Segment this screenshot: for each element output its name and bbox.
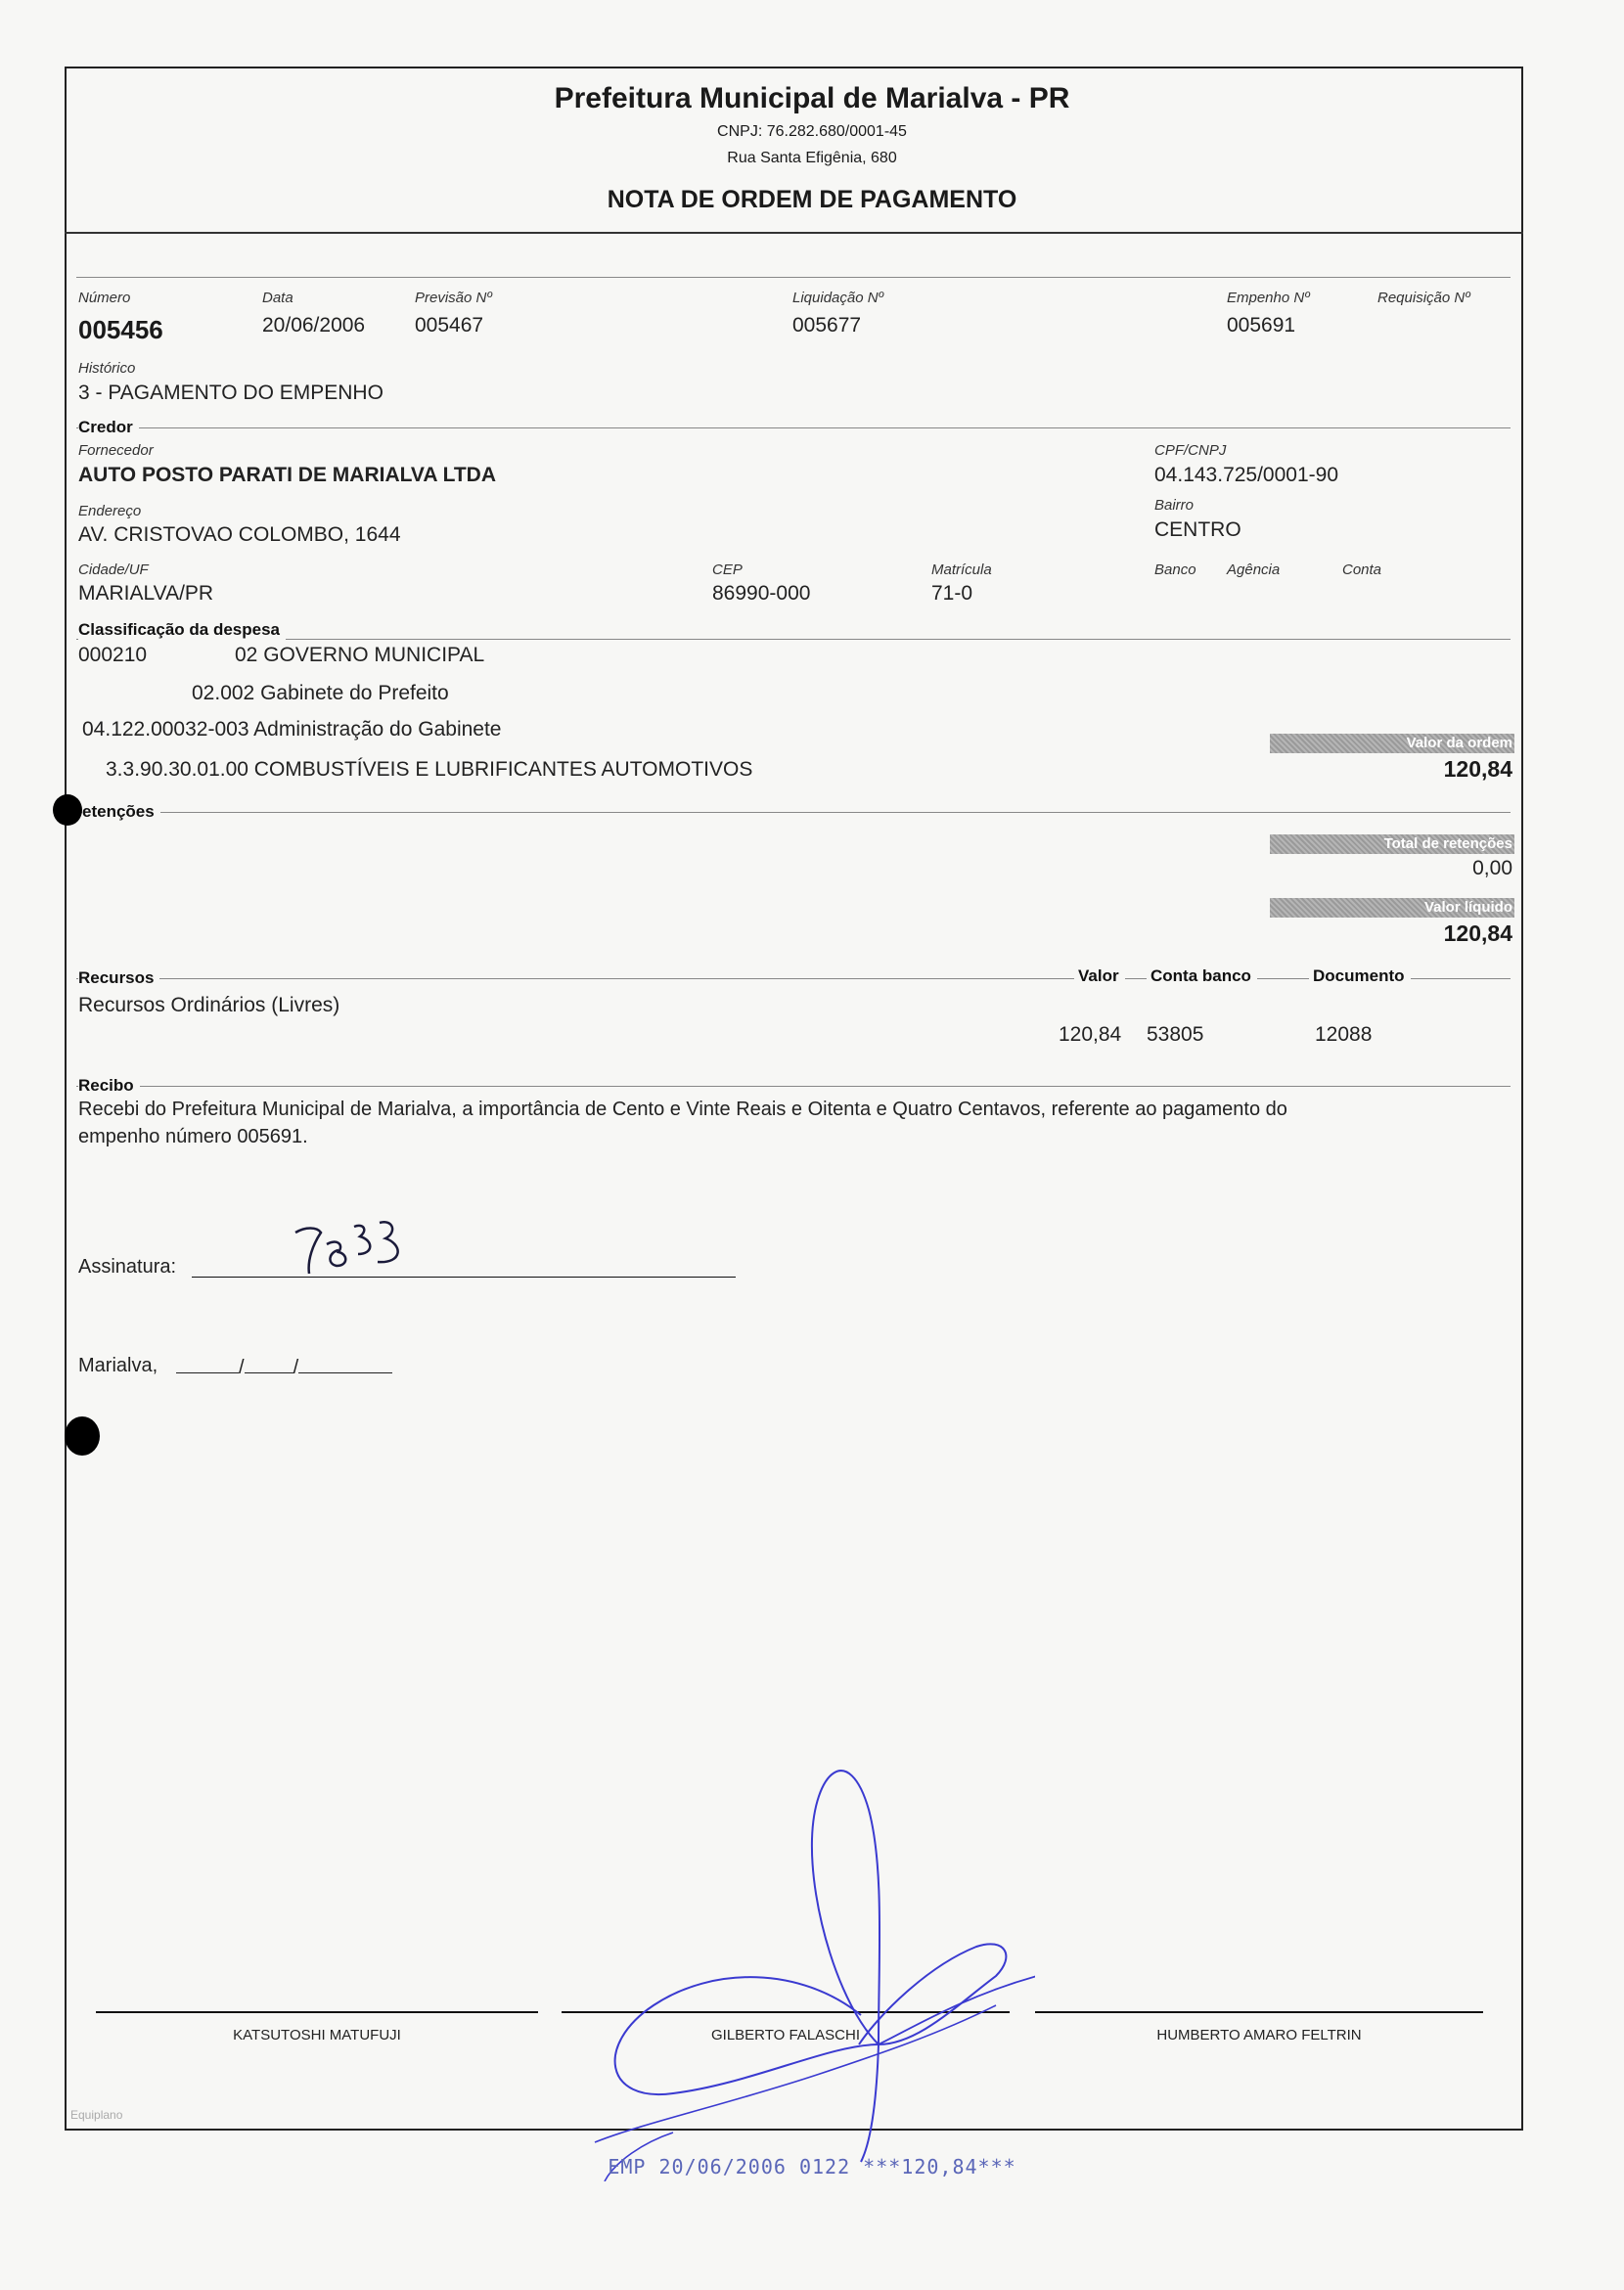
mechanical-stamp: EMP 20/06/2006 0122 ***120,84*** [608,2155,1016,2178]
orgao-value: 02 GOVERNO MUNICIPAL [235,644,485,666]
matricula-value: 71-0 [931,582,973,605]
numero-label: Número [78,290,131,306]
signature-name-2: GILBERTO FALASCHI [711,2027,860,2043]
cpf-label: CPF/CNPJ [1154,442,1227,459]
data-label: Data [262,290,293,306]
empenho-label: Empenho Nº [1227,290,1310,306]
recursos-valor-label: Valor [1074,966,1125,986]
header-address: Rua Santa Efigênia, 680 [727,150,897,166]
total-retencoes-bar [1270,834,1514,854]
assinatura-line [192,1277,736,1278]
valor-liquido-label: Valor líquido [1423,899,1512,916]
recursos-documento: 12088 [1315,1023,1373,1046]
bairro-label: Bairro [1154,497,1195,514]
cpf-value: 04.143.725/0001-90 [1154,464,1339,486]
page-title: Prefeitura Municipal de Marialva - PR [554,82,1070,114]
classificacao-section: Classificação da despesa [78,620,286,640]
cidade-label: Cidade/UF [78,561,149,578]
handwritten-signature [585,1751,1035,2181]
unidade-value: 02.002 Gabinete do Prefeito [192,682,449,704]
valor-liquido-bar [1270,898,1514,918]
punch-hole-mark-2 [65,1416,100,1456]
endereco-value: AV. CRISTOVAO COLOMBO, 1644 [78,523,401,546]
elemento-value: 3.3.90.30.01.00 COMBUSTÍVEIS E LUBRIFICANTES AUTOMOTIVOS [106,758,753,781]
cep-value: 86990-000 [712,582,811,605]
recibo-section: Recibo [78,1076,140,1096]
valor-ordem-value: 120,84 [1443,756,1512,782]
bairro-value: CENTRO [1154,518,1241,541]
total-retencoes-value: 0,00 [1472,857,1512,879]
matricula-label: Matrícula [931,561,992,578]
previsao-value: 005467 [415,314,484,337]
header-cnpj: CNPJ: 76.282.680/0001-45 [717,123,907,140]
recursos-section: Recursos [78,968,159,988]
previsao-label: Previsão Nº [415,290,492,306]
endereco-label: Endereço [78,503,142,519]
agencia-label: Agência [1227,561,1281,578]
liquidacao-value: 005677 [792,314,862,337]
historico-value: 3 - PAGAMENTO DO EMPENHO [78,382,383,404]
total-retencoes-label: Total de retenções [1383,835,1512,852]
data-value: 20/06/2006 [262,314,366,337]
empenho-value: 005691 [1227,314,1296,337]
signature-line-1 [96,2011,538,2013]
credor-section: Credor [78,418,139,437]
recursos-documento-label: Documento [1309,966,1411,986]
document-title: NOTA DE ORDEM DE PAGAMENTO [607,186,1017,213]
programa-value: 04.122.00032-003 Administração do Gabinete [82,718,502,741]
signature-name-1: KATSUTOSHI MATUFUJI [233,2027,401,2043]
brand-footer: Equiplano [70,2108,123,2122]
valor-liquido-value: 120,84 [1443,920,1512,946]
requisicao-label: Requisição Nº [1377,290,1470,306]
numero-value: 005456 [78,315,163,344]
fornecedor-value: AUTO POSTO PARATI DE MARIALVA LTDA [78,464,496,486]
recursos-conta: 53805 [1147,1023,1204,1046]
fornecedor-label: Fornecedor [78,442,154,459]
recursos-descricao: Recursos Ordinários (Livres) [78,994,340,1016]
classificacao-code: 000210 [78,644,148,666]
recursos-valor: 120,84 [1059,1023,1122,1046]
punch-hole-mark [53,794,82,826]
recibo-text-line1: Recebi do Prefeitura Municipal de Marialva, a importância de Cento e Vinte Reais e Oitenta e Quatro Centavos, referente ao pagamento do [78,1099,1287,1120]
retencoes-section: etenções [82,802,160,822]
assinatura-label: Assinatura: [78,1256,177,1278]
cidade-value: MARIALVA/PR [78,582,214,605]
valor-ordem-bar [1270,734,1514,753]
historico-label: Histórico [78,360,136,377]
liquidacao-label: Liquidação Nº [792,290,884,306]
date-blanks: / / [176,1355,392,1379]
valor-ordem-label: Valor da ordem [1406,735,1512,751]
recibo-text-line2: empenho número 005691. [78,1126,308,1147]
signature-line-3 [1035,2011,1483,2013]
local-data-label: Marialva, [78,1355,158,1376]
conta-label: Conta [1342,561,1382,578]
cep-label: CEP [712,561,743,578]
banco-label: Banco [1154,561,1196,578]
signature-name-3: HUMBERTO AMARO FELTRIN [1156,2027,1362,2043]
recursos-conta-label: Conta banco [1147,966,1257,986]
handwritten-initials [284,1205,421,1283]
